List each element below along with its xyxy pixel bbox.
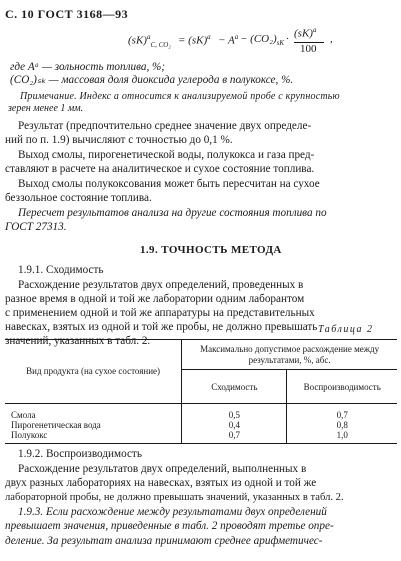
formula-denominator: 100 [300, 43, 317, 55]
note-line-1: Примечание. Индекс a относится к анализируемой пробе с крупностью [20, 91, 340, 102]
formula-numerator: (sK)$^a$ [294, 26, 317, 40]
table-row [5, 420, 397, 430]
cell-product: Пирогенетическая вода [11, 420, 101, 430]
cell-product: Смола [11, 410, 36, 420]
cell-product: Полукокс [5, 430, 182, 444]
cell-repeatability: 0,4 [182, 420, 287, 430]
cell-reproducibility: 1,0 [287, 430, 397, 444]
cell-repeatability: 0,5 [182, 404, 287, 421]
table-row [5, 430, 397, 444]
para-1-line-2: ний по п. 1.9) вычисляют с точностью до 0,1 %. [5, 134, 233, 146]
formula-term-1: = (sK)$^a$ [178, 33, 211, 47]
sub1-line-4: навесках, взятых из одной и той же пробы, не должно превышать [5, 321, 318, 333]
sub1-line-5: значений, указанных в табл. 2. [5, 335, 151, 347]
cell-reproducibility: 0,7 [287, 404, 397, 421]
section-title: 1.9. ТОЧНОСТЬ МЕТОДА [140, 244, 282, 256]
note-line-2: зерен менее 1 мм. [8, 103, 84, 114]
where-co2: (CO₂)ₛₖ — массовая доля диоксида углерода в полукоксе, %. [10, 74, 294, 86]
col-header-group: Максимально допустимое расхождение между результатами, %, абс. [182, 340, 397, 370]
formula-tail: , [330, 33, 333, 45]
table-caption: Таблица 2 [318, 324, 374, 335]
sub2-line-2: двух разных лабораториях на навесках, взятых из одной и той же [5, 477, 317, 489]
col-header-repeatability: Сходимость [182, 370, 287, 404]
formula-term-2: − $A^a$ [218, 33, 239, 47]
sub3-line-3: деление. За результат анализа принимают среднее арифметичес- [5, 535, 323, 547]
sub3-line-1: 1.9.3. Если расхождение между результатами двух определений [18, 506, 327, 518]
data-table [5, 339, 397, 444]
col-header-reproducibility: Воспроизводимость [287, 370, 397, 404]
para-4-line-2: ГОСТ 27313. [5, 221, 67, 233]
para-3-line-1: Выход смолы полукоксования может быть пересчитан на сухое [18, 178, 320, 190]
formula [128, 26, 388, 57]
formula-dot: · [286, 33, 289, 45]
formula-lhs: (sK)$^a_{C, CO_2}$ [128, 33, 171, 49]
para-2-line-1: Выход смолы, пирогенетической воды, полукокса и газа пред- [18, 149, 315, 161]
sub1-line-3: с применением одной и той же аппаратуры на представительных [5, 307, 315, 319]
para-4-line-1: Пересчет результатов анализа на другие состояния топлива по [18, 207, 327, 219]
sub1-line-1: Расхождение результатов двух определений, проведенных в [18, 279, 304, 291]
formula-term-3: − $(CO_2)_{sK}$ [240, 33, 285, 48]
sub2-line-1: Расхождение результатов двух определений, выполненных в [18, 463, 307, 475]
page-header: С. 10 ГОСТ 3168—93 [5, 7, 129, 21]
para-3-line-2: беззольное состояние топлива. [5, 192, 152, 204]
sub1-line-2: разное время в одной и той же лаборатории одним лаборантом [5, 293, 305, 305]
para-1-line-1: Результат (предпочтительно среднее значение двух определе- [18, 120, 312, 132]
where-aa: где Aᵃ — зольность топлива, %; [10, 61, 166, 73]
table-row [5, 404, 397, 421]
sub2-line-3: лабораторной пробы, не должно превышать значений, указанных в табл. 2. [5, 492, 344, 503]
cell-repeatability: 0,7 [182, 430, 287, 444]
sub2-title: 1.9.2. Воспроизводимость [18, 448, 142, 460]
col-header-product: Вид продукта (на сухое состояние) [5, 340, 182, 404]
sub1-title: 1.9.1. Сходимость [18, 264, 104, 276]
para-2-line-2: ставляют в расчете на аналитическое и сухое состояние топлива. [5, 163, 315, 175]
cell-reproducibility: 0,8 [287, 420, 397, 430]
sub3-line-2: превышает значения, приведенные в табл. 2 проводят третье опре- [5, 520, 334, 532]
